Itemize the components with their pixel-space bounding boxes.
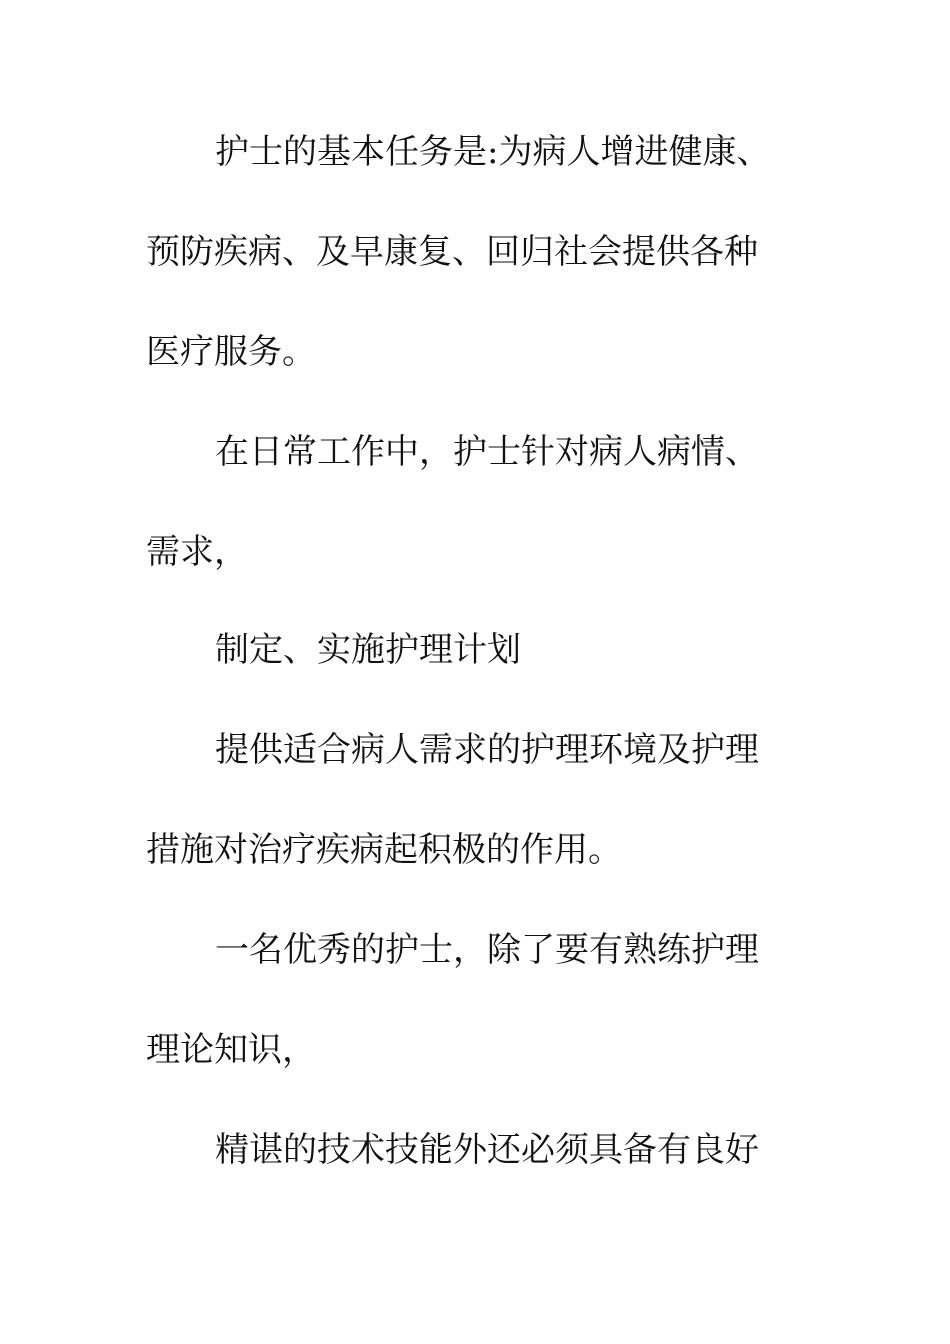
paragraph-3-line-1: 制定、实施护理计划 [215,630,521,670]
paragraph-6-line-1: 精谌的技术技能外还必须具备有良好 [215,1130,759,1170]
paragraph-1-line-3: 医疗服务。 [146,332,316,372]
paragraph-1-line-1: 护士的基本任务是:为病人增进健康、 [215,132,771,172]
paragraph-4-line-2: 措施对治疗疾病起积极的作用。 [146,830,622,870]
paragraph-4-line-1: 提供适合病人需求的护理环境及护理 [215,730,759,770]
paragraph-5-line-1: 一名优秀的护士，除了要有熟练护理 [215,930,759,970]
paragraph-2-line-2: 需求， [146,532,248,572]
paragraph-1-line-2: 预防疾病、及早康复、回归社会提供各种 [146,232,758,272]
paragraph-2-line-1: 在日常工作中，护士针对病人病情、 [215,432,759,472]
paragraph-5-line-2: 理论知识， [146,1030,316,1070]
